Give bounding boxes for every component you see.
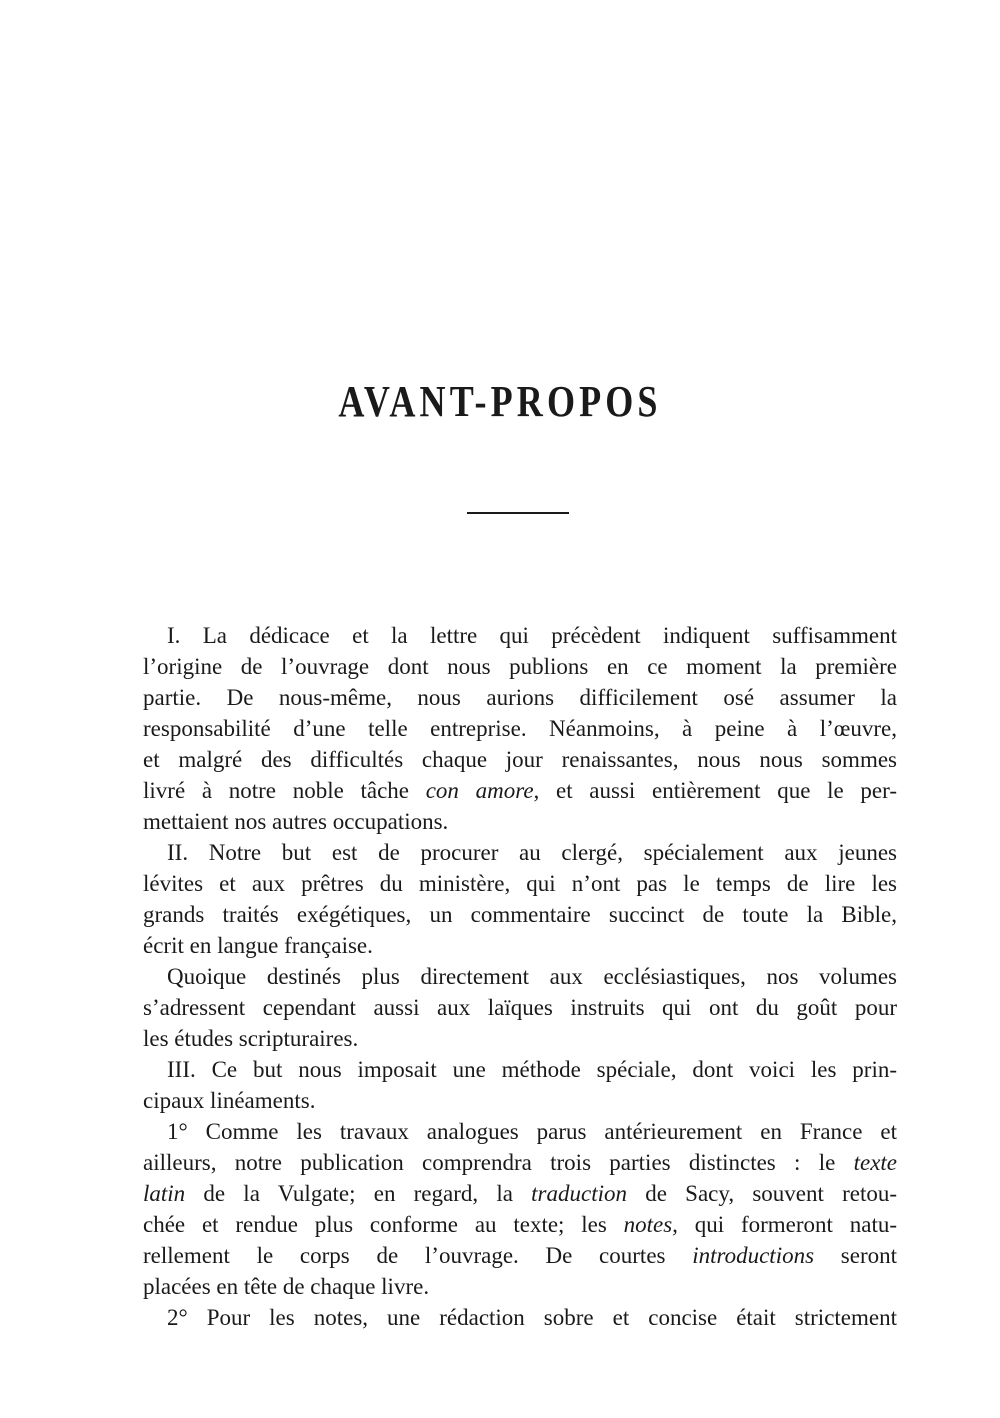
text-line: [143, 1271, 897, 1302]
text-run: responsabilité d’une telle entreprise. Néanmoins, à peine à l’œuvre,: [143, 716, 897, 741]
italic-text: latin: [143, 1181, 186, 1206]
text-run: rellement le corps de l’ouvrage. De courtes: [143, 1243, 693, 1268]
italic-text: introductions: [692, 1243, 815, 1268]
text-run: de Sacy, souvent retou-: [627, 1181, 898, 1206]
text-line: [143, 1240, 897, 1271]
text-run: cipaux linéaments.: [143, 1088, 316, 1113]
body-text: [143, 620, 897, 1333]
text-line: [143, 868, 897, 899]
text-line: [143, 899, 897, 930]
text-line: [143, 992, 897, 1023]
text-run: seront: [814, 1243, 897, 1268]
italic-text: traduction: [531, 1181, 628, 1206]
text-run: I. La dédicace et la lettre qui précèdent indiquent suffisamment: [167, 623, 897, 648]
text-run: 2° Pour les notes, une rédaction sobre et concise était strictement: [167, 1305, 897, 1330]
text-line: [143, 775, 897, 806]
text-line: [143, 1147, 897, 1178]
text-run: de la Vulgate; en regard, la: [185, 1181, 532, 1206]
text-line: [143, 961, 897, 992]
text-run: III. Ce but nous imposait une méthode spéciale, dont voici les prin-: [167, 1057, 897, 1082]
text-run: 1° Comme les travaux analogues parus antérieurement en France et: [167, 1119, 897, 1144]
text-line: [143, 806, 897, 837]
text-run: les études scripturaires.: [143, 1026, 359, 1051]
text-run: Quoique destinés plus directement aux ecclésiastiques, nos volumes: [167, 964, 897, 989]
text-run: et aussi entièrement que le per-: [539, 778, 898, 803]
text-run: placées en tête de chaque livre.: [143, 1274, 430, 1299]
text-line: [143, 620, 897, 651]
text-run: ailleurs, notre publication comprendra trois parties distinctes : le: [143, 1150, 854, 1175]
text-run: grands traités exégétiques, un commentaire succinct de toute la Bible,: [143, 902, 897, 927]
text-line: [143, 1085, 897, 1116]
text-run: partie. De nous-même, nous aurions difficilement osé assumer la: [143, 685, 897, 710]
text-run: et malgré des difficultés chaque jour renaissantes, nous nous sommes: [143, 747, 897, 772]
text-line: [143, 1302, 897, 1333]
text-run: qui formeront natu-: [677, 1212, 897, 1237]
text-line: [143, 1178, 897, 1209]
text-line: [143, 1116, 897, 1147]
text-run: livré à notre noble tâche: [143, 778, 426, 803]
italic-text: texte: [853, 1150, 897, 1175]
title-divider: [467, 512, 569, 514]
italic-text: con amore,: [425, 778, 540, 803]
text-run: mettaient nos autres occupations.: [143, 809, 449, 834]
text-line: [143, 1209, 897, 1240]
text-line: [143, 713, 897, 744]
text-line: [143, 930, 897, 961]
text-line: [143, 682, 897, 713]
text-run: s’adressent cependant aussi aux laïques instruits qui ont du goût pour: [143, 995, 897, 1020]
italic-text: notes,: [623, 1212, 678, 1237]
text-line: [143, 1023, 897, 1054]
text-line: [143, 1054, 897, 1085]
page-title: AVANT-PROPOS: [338, 377, 662, 426]
text-run: chée et rendue plus conforme au texte; les: [143, 1212, 624, 1237]
text-run: écrit en langue française.: [143, 933, 373, 958]
text-line: [143, 744, 897, 775]
text-line: [143, 651, 897, 682]
text-run: lévites et aux prêtres du ministère, qui n’ont pas le temps de lire les: [143, 871, 897, 896]
text-run: II. Notre but est de procurer au clergé, spécialement aux jeunes: [167, 840, 897, 865]
text-run: l’origine de l’ouvrage dont nous publions en ce moment la première: [143, 654, 897, 679]
text-line: [143, 837, 897, 868]
